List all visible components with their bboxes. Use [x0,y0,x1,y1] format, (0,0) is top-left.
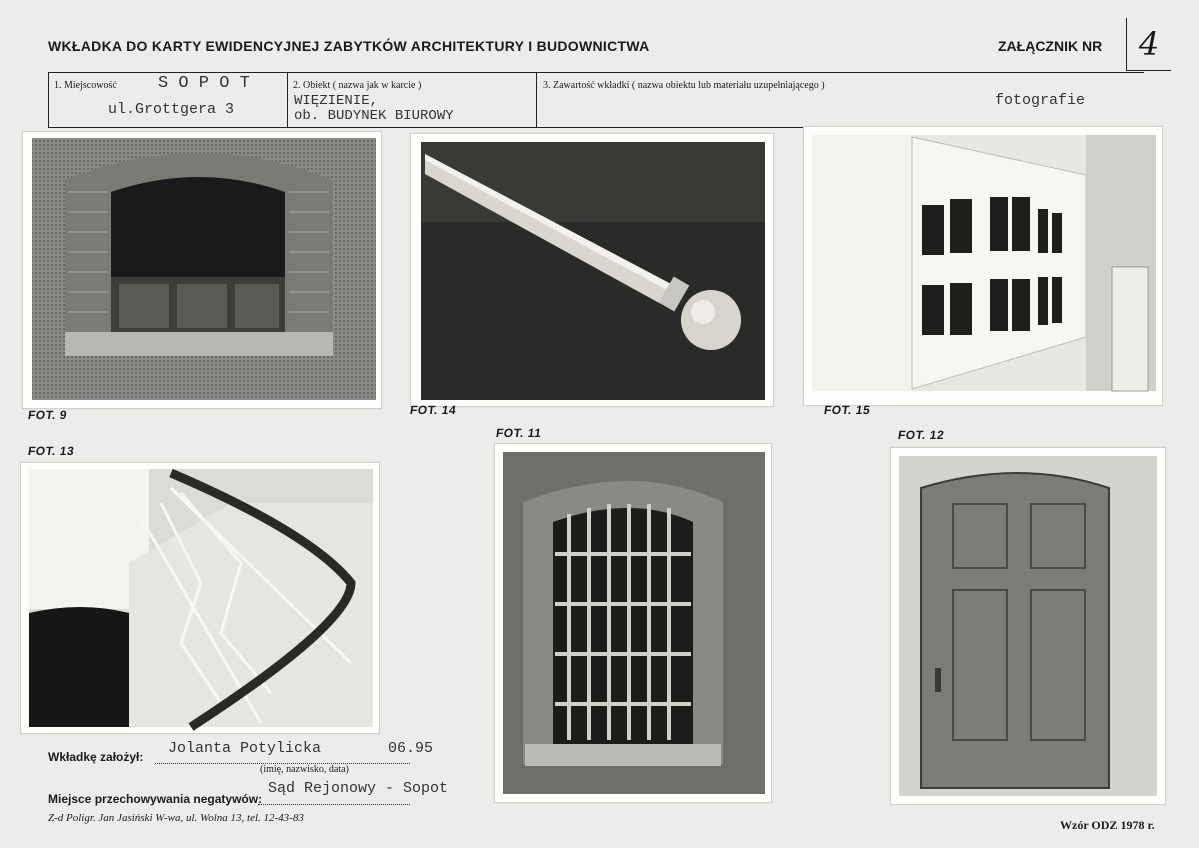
field-3-value: fotografie [995,92,1086,109]
created-by-hint: (imię, nazwisko, data) [260,764,349,775]
field-divider-1 [287,72,288,127]
header-top-rule [48,72,1144,73]
field-2-label: 2. Obiekt ( nazwa jak w karcie ) [293,80,422,91]
photo-9-label: FOT. 9 [27,408,68,422]
photo-9 [22,131,382,409]
form-model: Wzór ODZ 1978 r. [1060,818,1155,832]
photo-14-label: FOT. 14 [409,403,458,417]
field-1-street: ul.Grottgera 3 [108,101,235,118]
attachment-number: 4 [1126,18,1171,71]
photo-13-label: FOT. 13 [27,444,76,458]
photo-11-label: FOT. 11 [495,426,543,440]
photo-12 [890,447,1166,805]
negatives-label: Miejsce przechowywania negatywów: [48,792,263,806]
field-3-label: 3. Zawartość wkładki ( nazwa obiektu lub materiału uzupełniającego ) [543,80,825,91]
form-title: WKŁADKA DO KARTY EWIDENCYJNEJ ZABYTKÓW ARCHITEKTURY I BUDOWNICTWA [48,38,650,54]
negatives-value: Sąd Rejonowy - Sopot [268,780,449,797]
field-divider-left [48,72,49,127]
created-by-value: Jolanta Potylicka [168,740,322,757]
photo-11 [494,443,772,803]
negatives-line [258,803,410,805]
field-1-label: 1. Miejscowość [54,80,117,91]
created-by-label: Wkładkę założył: [48,750,144,764]
photo-14 [410,133,774,407]
photo-15 [803,126,1163,406]
created-date: 06.95 [388,740,434,757]
attachment-label: ZAŁĄCZNIK NR [998,38,1103,54]
photo-12-label: FOT. 12 [897,428,946,442]
field-divider-2 [536,72,537,127]
photo-15-label: FOT. 15 [823,403,872,417]
field-2-line2: ob. BUDYNEK BIUROWY [294,108,454,124]
field-2-line1: WIĘZIENIE, [294,93,379,109]
photo-13 [20,462,380,734]
printer-info: Z-d Poligr. Jan Jasiński W-wa, ul. Wolna 13, tel. 12-43-83 [48,812,304,824]
field-1-city: S O P O T [158,74,250,93]
